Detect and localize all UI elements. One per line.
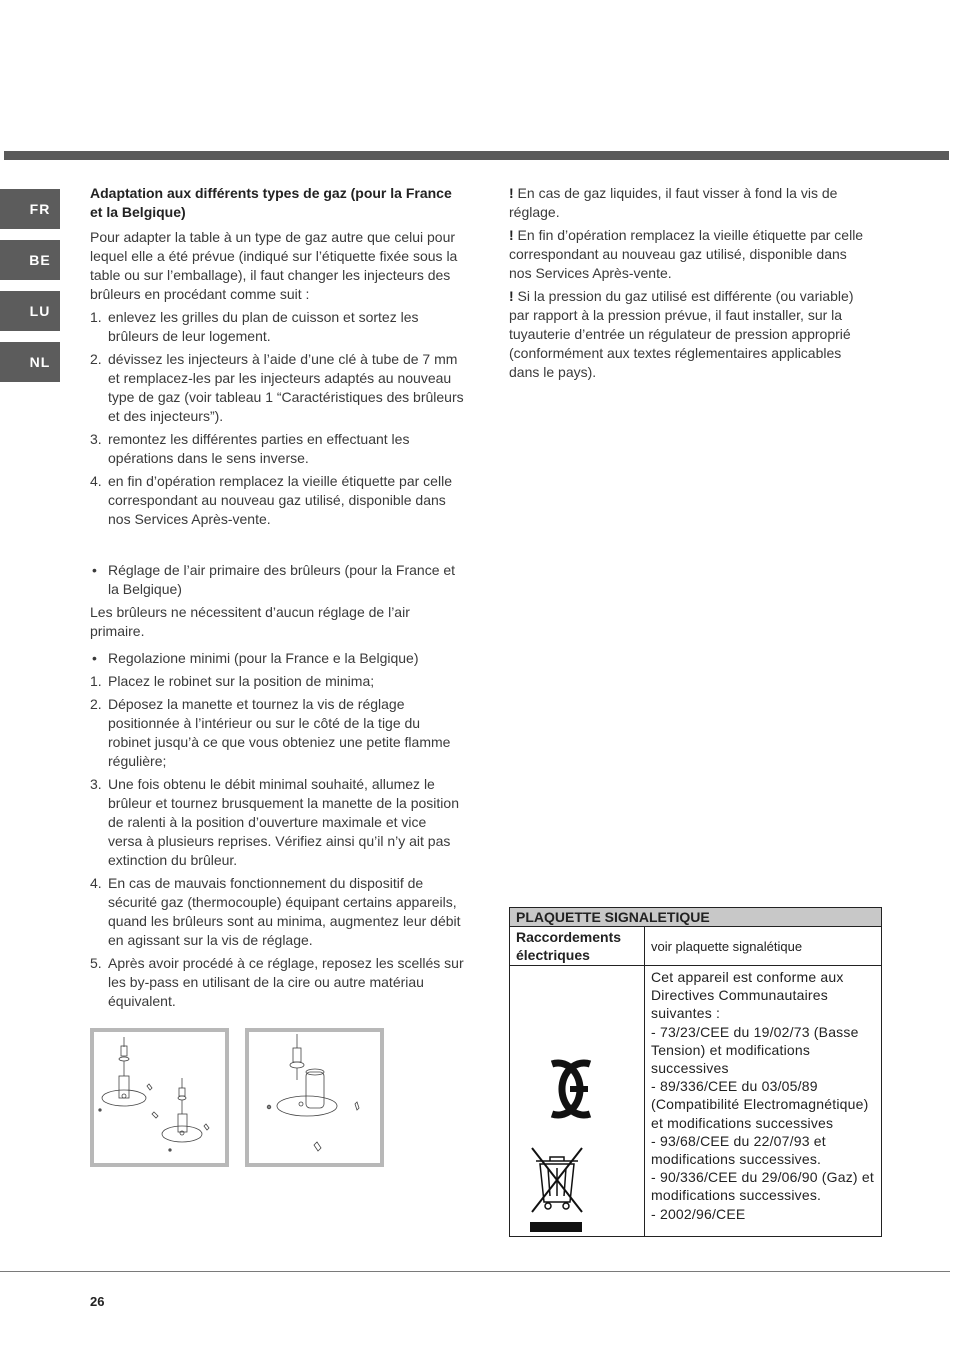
lang-tab-nl[interactable]: NL bbox=[0, 342, 60, 382]
page-number: 26 bbox=[90, 1294, 105, 1309]
lang-tab-fr[interactable]: FR bbox=[0, 189, 60, 229]
warning-paragraph bbox=[509, 226, 873, 283]
warning-paragraph bbox=[509, 287, 873, 382]
lang-tab-be[interactable]: BE bbox=[0, 240, 60, 280]
lang-tab-lu[interactable]: LU bbox=[0, 291, 60, 331]
left-column bbox=[90, 184, 464, 1015]
plate-title: PLAQUETTE SIGNALETIQUE bbox=[510, 908, 882, 927]
warning-text: En cas de gaz liquides, il faut visser à fond la vis de réglage. bbox=[509, 185, 838, 220]
conformity-line: - 2002/96/CEE bbox=[651, 1205, 746, 1222]
air-bullet-list bbox=[90, 561, 464, 599]
illustrations bbox=[90, 1028, 390, 1168]
right-column bbox=[509, 184, 873, 386]
step-text: en fin d’opération remplacez la vieille étiquette par celle correspondant au nouveau gaz utilisé, disponible dans nos Services Après-vente. bbox=[108, 473, 452, 527]
bullet-minimi: • Regolazione minimi (pour la France e la Belgique) bbox=[90, 649, 464, 668]
list-item bbox=[90, 695, 464, 771]
header-bar bbox=[4, 151, 949, 160]
step-number: 4. bbox=[90, 473, 102, 489]
conformity-line: - 89/336/CEE du 03/05/89 (Compatibilité Electromagnétique) et modifications successives bbox=[651, 1078, 869, 1131]
warning-mark: ! bbox=[509, 185, 514, 201]
step-text: dévissez les injecteurs à l’aide d’une clé à tube de 7 mm et remplacez-les par les injecteurs adaptés au nouveau type de gaz (voir tableau 1 “Caractéristiques des brûleurs et des injecteurs”). bbox=[108, 351, 464, 424]
section-heading: Adaptation aux différents types de gaz (pour la France et la Belgique) bbox=[90, 185, 452, 220]
step-number: 2. bbox=[90, 696, 102, 712]
rating-plate-table bbox=[509, 907, 882, 1237]
list-item bbox=[90, 672, 464, 691]
weee-bin-icon bbox=[532, 1148, 582, 1212]
list-item bbox=[90, 472, 464, 529]
footer-divider bbox=[0, 1271, 950, 1272]
step-text: enlevez les grilles du plan de cuisson et sortez les brûleurs de leur logement. bbox=[108, 309, 419, 344]
step-text: Déposez la manette et tournez la vis de réglage positionnée à l’intérieur ou sur le côté de la tige du robinet jusqu’à ce que vous obteniez une petite flamme régulière; bbox=[108, 696, 451, 769]
warning-paragraph bbox=[509, 184, 873, 222]
bullet-air: • Réglage de l’air primaire des brûleurs (pour la France et la Belgique) bbox=[90, 561, 464, 599]
conformity-line: - 73/23/CEE du 19/02/73 (Basse Tension) et modifications successives bbox=[651, 1023, 859, 1077]
language-tabs bbox=[0, 189, 60, 393]
step-number: 1. bbox=[90, 309, 102, 325]
step-number: 3. bbox=[90, 776, 102, 792]
list-item bbox=[90, 430, 464, 468]
conformity-text bbox=[645, 966, 882, 1237]
list-item bbox=[90, 350, 464, 426]
step-text: En cas de mauvais fonctionnement du dispositif de sécurité gaz (thermocouple) équipant certains appareils, quand les brûleurs sont au minima, augmentez leur débit en agissant sur la vis de réglage. bbox=[108, 875, 461, 948]
step-number: 3. bbox=[90, 431, 102, 447]
warning-text: En fin d’opération remplacez la vieille étiquette par celle correspondant au nouveau gaz utilisé, disponible dans nos Services Après-vente. bbox=[509, 227, 864, 281]
step-text: Après avoir procédé à ce réglage, reposez les scellés sur les by-pass en utilisant de la cire ou autre matériau équivalent. bbox=[108, 955, 464, 1009]
burner-screwdriver-illustration bbox=[249, 1032, 380, 1163]
warning-mark: ! bbox=[509, 288, 514, 304]
figure-injector-removal bbox=[90, 1028, 229, 1167]
spacer bbox=[90, 533, 464, 561]
step-text: Placez le robinet sur la position de minima; bbox=[108, 673, 375, 689]
list-item bbox=[90, 775, 464, 870]
conformity-line: - 93/68/CEE du 22/07/93 et modifications successives. bbox=[651, 1132, 826, 1168]
step-number: 1. bbox=[90, 673, 102, 689]
electrical-connections-label: Raccordements électriques bbox=[510, 927, 645, 966]
list-item bbox=[90, 954, 464, 1011]
list-item bbox=[90, 874, 464, 950]
step-text: remontez les différentes parties en effectuant les opérations dans le sens inverse. bbox=[108, 431, 410, 466]
step-number: 4. bbox=[90, 875, 102, 891]
step-number: 5. bbox=[90, 955, 102, 971]
figure-burner-detail bbox=[245, 1028, 384, 1167]
intro-paragraph: Pour adapter la table à un type de gaz autre que celui pour lequel elle a été prévue (indiqué sur l’étiquette fixée sous la table ou sur l’emballage), il faut changer les injecteurs des brûleurs en procédant comme suit : bbox=[90, 229, 458, 302]
burner-injector-illustration bbox=[94, 1032, 225, 1163]
injector-steps-list bbox=[90, 308, 464, 529]
air-paragraph: Les brûleurs ne nécessitent d’aucun réglage de l’air primaire. bbox=[90, 604, 410, 639]
conformity-line: - 90/336/CEE du 29/06/90 (Gaz) et modifications successives. bbox=[651, 1169, 874, 1204]
certification-icons bbox=[510, 966, 645, 1237]
warning-text: Si la pression du gaz utilisé est différente (ou variable) par rapport à la pression prévue, il faut installer, sur la tuyauterie d’entrée un régulateur de pression approprié (conformément aux textes réglementaires applicables dans le pays). bbox=[509, 288, 854, 380]
step-number: 2. bbox=[90, 351, 102, 367]
list-item bbox=[90, 308, 464, 346]
ce-mark-icon bbox=[510, 966, 644, 1236]
step-text: Une fois obtenu le débit minimal souhaité, allumez le brûleur et tournez brusquement la manette de la position de ralenti à la position d’ouverture maximale et vice versa à plusieurs reprises. Vérifiez ainsi qu’il n’y ait pas extinction du brûleur. bbox=[108, 776, 459, 868]
electrical-connections-value: voir plaquette signalétique bbox=[645, 927, 882, 966]
minimi-steps-list bbox=[90, 672, 464, 1011]
minimi-bullet-list bbox=[90, 649, 464, 668]
warning-mark: ! bbox=[509, 227, 514, 243]
conformity-line: Cet appareil est conforme aux Directives Communautaires suivantes : bbox=[651, 969, 844, 1022]
